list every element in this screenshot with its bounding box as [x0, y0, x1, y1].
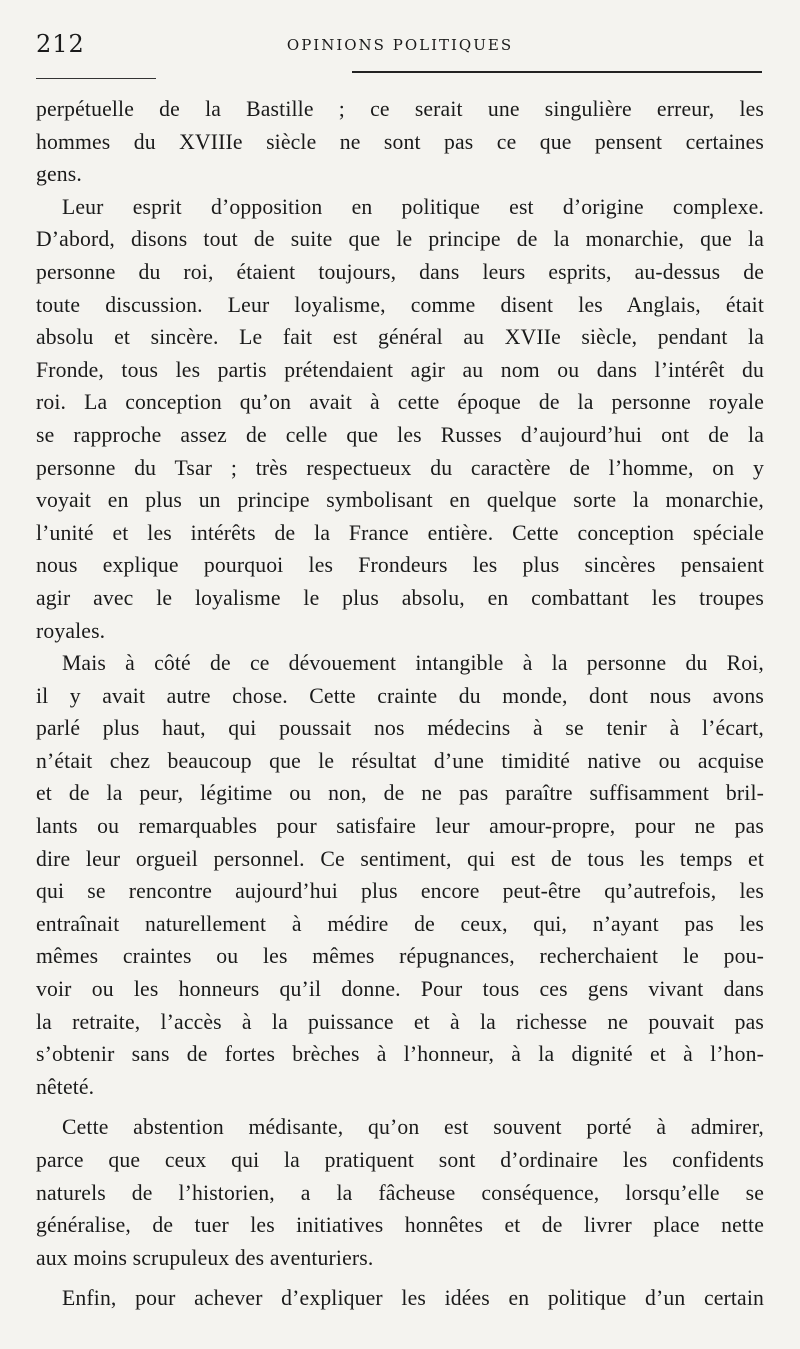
header-rule-left	[36, 78, 156, 79]
text-line: naturels de l’historien, a la fâcheuse conséquence, lorsqu’elle se	[36, 1180, 764, 1205]
text-line: s’obtenir sans de fortes brèches à l’honneur, à la dignité et à l’hon-	[36, 1042, 764, 1067]
text-line: généralise, de tuer les initiatives honnêtes et de livrer place nette	[36, 1213, 764, 1238]
text-line: Cette abstention médisante, qu’on est souvent porté à admirer,	[62, 1115, 764, 1140]
page-number: 212	[36, 30, 85, 58]
text-line: personne du roi, étaient toujours, dans leurs esprits, au-dessus de	[36, 259, 764, 284]
text-line: et de la peur, légitime ou non, de ne pas paraître suffisamment bril-	[36, 781, 764, 806]
text-line: la retraite, l’accès à la puissance et à la richesse ne pouvait pas	[36, 1009, 764, 1034]
text-line: voyait en plus un principe symbolisant en quelque sorte la monarchie,	[36, 488, 764, 513]
text-line: dire leur orgueil personnel. Ce sentiment, qui est de tous les temps et	[36, 846, 764, 871]
page-header	[36, 30, 764, 62]
text-line: entraînait naturellement à médire de ceux, qui, n’ayant pas les	[36, 911, 764, 936]
text-line: il y avait autre chose. Cette crainte du monde, dont nous avons	[36, 683, 764, 708]
text-line: absolu et sincère. Le fait est général au XVIIe siècle, pendant la	[36, 325, 764, 350]
text-line: Leur esprit d’opposition en politique est d’origine complexe.	[62, 194, 764, 219]
text-line: mêmes craintes ou les mêmes répugnances, recherchaient le pou-	[36, 944, 764, 969]
text-line: D’abord, disons tout de suite que le principe de la monarchie, que la	[36, 227, 764, 252]
text-line: n’était chez beaucoup que le résultat d’une timidité native ou acquise	[36, 748, 764, 773]
header-rule-right	[352, 71, 762, 73]
paragraph-gap	[36, 1103, 764, 1111]
text-line: Mais à côté de ce dévouement intangible à la personne du Roi,	[62, 651, 764, 676]
text-line: perpétuelle de la Bastille ; ce serait une singulière erreur, les	[36, 97, 764, 121]
text-line: toute discussion. Leur loyalisme, comme disent les Anglais, était	[36, 292, 764, 317]
text-line: nêteté.	[36, 1074, 95, 1099]
text-line: gens.	[36, 162, 82, 187]
text-line: agir avec le loyalisme le plus absolu, en combattant les troupes	[36, 585, 764, 610]
paragraph-gap	[36, 1274, 764, 1282]
text-line: aux moins scrupuleux des aventuriers.	[36, 1245, 374, 1270]
text-line: Enfin, pour achever d’expliquer les idées en politique d’un certain	[62, 1286, 764, 1311]
text-line: hommes du XVIIIe siècle ne sont pas ce que pensent certaines	[36, 129, 764, 154]
text-line: royales.	[36, 618, 106, 643]
text-line: personne du Tsar ; très respectueux du caractère de l’homme, on y	[36, 455, 764, 480]
body-text	[36, 93, 764, 1315]
text-line: se rapproche assez de celle que les Russes d’aujourd’hui ont de la	[36, 422, 764, 447]
text-line: voir ou les honneurs qu’il donne. Pour tous ces gens vivant dans	[36, 977, 764, 1002]
text-line: l’unité et les intérêts de la France entière. Cette conception spéciale	[36, 520, 764, 545]
running-title: OPINIONS POLITIQUES	[286, 36, 514, 54]
text-line: lants ou remarquables pour satisfaire leur amour-propre, pour ne pas	[36, 814, 764, 839]
text-line: Fronde, tous les partis prétendaient agir au nom ou dans l’intérêt du	[36, 357, 764, 382]
text-line: qui se rencontre aujourd’hui plus encore peut-être qu’autrefois, les	[36, 879, 764, 904]
text-line: parlé plus haut, qui poussait nos médecins à se tenir à l’écart,	[36, 716, 764, 741]
text-line: parce que ceux qui la pratiquent sont d’ordinaire les confidents	[36, 1148, 764, 1172]
text-line: nous explique pourquoi les Frondeurs les plus sincères pensaient	[36, 553, 764, 578]
text-line: roi. La conception qu’on avait à cette époque de la personne royale	[36, 390, 764, 415]
